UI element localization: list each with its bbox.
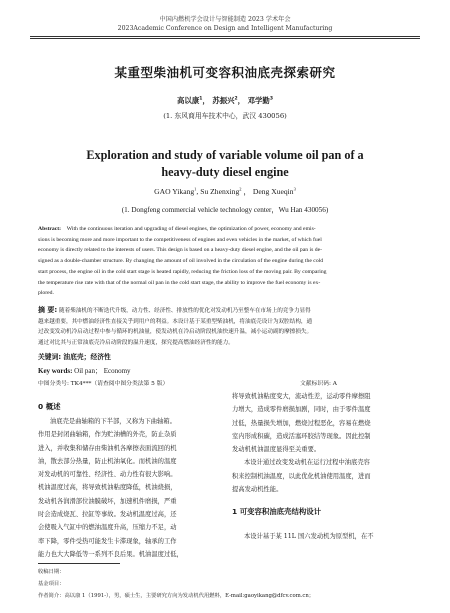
footnote-received-date: 收稿日期： (38, 569, 65, 575)
classification-number: 中图分类号: TK4***（请查阅中图分类法第 5 版） (38, 381, 169, 387)
affiliation-en: (1. Dongfeng commercial vehicle technology center，Wu Han 430056) (121, 206, 329, 214)
abstract-en-line: economy is directly related to the interests of users. This design is based on a heavy-duty diesel engine, and the oil pan is de- (38, 247, 323, 254)
body-line: 油底壳是曲轴箱的下半部，又称为下曲轴箱。 (50, 418, 176, 425)
conference-header-cn: 中国内燃机学会设计与智能制造 2023 学术年会 (159, 16, 291, 23)
abstract-cn-line: 越来越重要，其中燃油经济性直接关乎到用户的利益。本设计基于某重型柴油机，将油底壳设计为双腔结构，通 (38, 318, 313, 325)
body-right-column (232, 390, 414, 496)
body-line: 发动机机油温度显得至关重要。 (232, 446, 321, 454)
abstract-cn-line: 通过对比其与正常油底壳冷启动阶段的温升速度，探究提高燃油经济性的能力。 (38, 340, 234, 347)
abstract-cn-label: 摘 要: (38, 306, 58, 314)
author-name: GAO Yikang (154, 187, 195, 196)
body-line: 机油温度过高，将导致机油粘度降低，机油烧损， (38, 484, 177, 492)
author-name: Deng Xueqin (252, 187, 294, 196)
document-code: 文献标识码: A (300, 381, 337, 387)
author-name: 苏振兴 (212, 96, 235, 105)
abstract-en-line: start process, the engine oil in the cold start stage is heated rapidly, reducing the friction loss of the moving pair. By comparing (38, 268, 327, 275)
author-name: 高以康 (177, 96, 200, 105)
keywords-en-value: Oil pan； Economy (74, 367, 131, 375)
footnote-funding: 基金项目： (38, 581, 65, 587)
section-1-title: 1 可变容积油底壳结构设计 (232, 507, 322, 516)
body-line: 发动机各润滑部位油膜破坏，加速机件磨损，严重 (38, 497, 177, 505)
paper-title-en-line2: heavy-duty diesel engine (161, 165, 289, 179)
abstract-cn-line: 摘 要: 随着柴油机的不断迭代升级，动力性、经济性、排放性的优化对发动机乃至整车在市场上的竞争力显得 (38, 306, 311, 314)
footnote-rule (38, 563, 120, 564)
body-line: 本设计基于某 11L 国六发动机为原型机，在不 (244, 533, 374, 540)
authors-cn: 高以康$^1$， 苏振兴$^2$， 邓学勤$^3$ (177, 96, 273, 105)
keywords-cn-value: 油底壳；经济性 (63, 353, 111, 361)
section-0-title: 0 概述 (38, 402, 61, 411)
abstract-cn-line: 过改变发动机冷启动过程中参与循环的机油量，使发动机在冷启动阶段机油快速升温，减小运动副的摩擦损失。 (38, 329, 313, 336)
author-affil-sup: 1 (199, 96, 203, 102)
abstract-en-line: Abstract: With the continuous iteration and upgrading of diesel engines, the optimization of power, economy and emis- (38, 226, 316, 232)
author-affil-sup: 2 (234, 96, 238, 102)
body-line: 将导致机油粘度变大，流动性差，运动零件摩擦阻 (232, 393, 371, 400)
author-affil-sup: 3 (269, 96, 273, 102)
body-line: 会使吸入气缸中的燃油温度升高，压缩力不足，动 (38, 524, 177, 532)
footnotes (38, 566, 418, 602)
body-line: 积来控制机油温度，以此优化机油使用温度，进而 (232, 472, 371, 480)
authors-en: GAO Yikang$^1$, Su Zhenxing$^2$ ， Deng Xueqin$^3$ (154, 186, 296, 196)
body-line: 对发动机的可靠性、经济性、动力性有很大影响。 (38, 471, 177, 479)
affiliation-cn: (1. 东风商用车技术中心，武汉 430056) (163, 112, 287, 120)
body-line: 作用是封闭曲轴箱，作为贮油槽的外壳，防止杂质 (38, 431, 177, 439)
abstract-en (38, 224, 412, 299)
body-line: 油，散去部分热量，防止机油氧化。而机油的温度 (38, 457, 177, 465)
body-line: 本设计通过改变发动机在运行过程中油底壳容 (244, 459, 370, 467)
author-name: Su Zhenxing (200, 187, 240, 196)
body-line: 提高发动机性能。 (232, 486, 283, 494)
author-name: 邓学勤 (247, 96, 270, 105)
keywords-cn (38, 351, 111, 361)
abstract-en-line: the temperature rise rate with that of the normal oil pan in the cold start stage, the ability to improve the fuel economy is ex- (38, 279, 321, 286)
header-rule-2 (30, 38, 420, 39)
keywords-en (38, 366, 131, 376)
abstract-en-line: signed as a double-chamber structure. By changing the amount of oil involved in the circulation of the engine during the cold (38, 258, 324, 265)
paper-title-cn: 某重型柴油机可变容积油底壳探索研究 (114, 65, 336, 80)
author-affil-sup: 2 (239, 186, 242, 192)
header-rule (30, 36, 420, 37)
abstract-en-line: plored. (38, 290, 54, 297)
keywords-cn-label: 关键词: (38, 353, 62, 361)
body-left-column (38, 415, 218, 561)
abstract-en-label: Abstract: (38, 226, 62, 232)
body-line: 时会造成烧瓦、拉缸等事故。发动机温度过高，还 (38, 511, 177, 519)
body-line: 过低，热量损失增加，燃烧过程恶化，容易在燃烧 (232, 419, 371, 427)
conference-header-en: 2023Academic Conference on Design and Intelligent Manufacturing (117, 25, 333, 32)
abstract-en-line: sions is becoming more and more important to the competitiveness of engines and even vehicles in the market, of which fuel (38, 236, 322, 243)
keywords-en-label: Key words: (38, 367, 73, 375)
body-line: 力增大，造成零件磨损加剧，同时，由于零件温度 (232, 406, 371, 414)
body-line: 室内形成积碳，造成活塞环胶结等现象。因此控制 (232, 432, 371, 440)
body-line: 能力也大大降低等一系列不良后果。机油温度过低， (38, 550, 183, 558)
body-line: 进入，并收集和储存由柴油机各摩擦表面流回的机 (38, 444, 177, 452)
footnote-author-bio: 作者简介：高以康 1（1991-），男，硕士生，主要研究方向为发动机代用燃料，E-mail:gaoyikang@dfcv.com.cn； (38, 593, 315, 599)
abstract-cn (38, 305, 412, 349)
author-affil-sup: 3 (293, 186, 296, 192)
paper-title-en-line1: Exploration and study of variable volume oil pan of a (86, 148, 364, 162)
author-affil-sup: 1 (194, 186, 197, 192)
body-line: 率下降，零件受热可能发生卡滞现象，轴承的工作 (38, 537, 177, 545)
